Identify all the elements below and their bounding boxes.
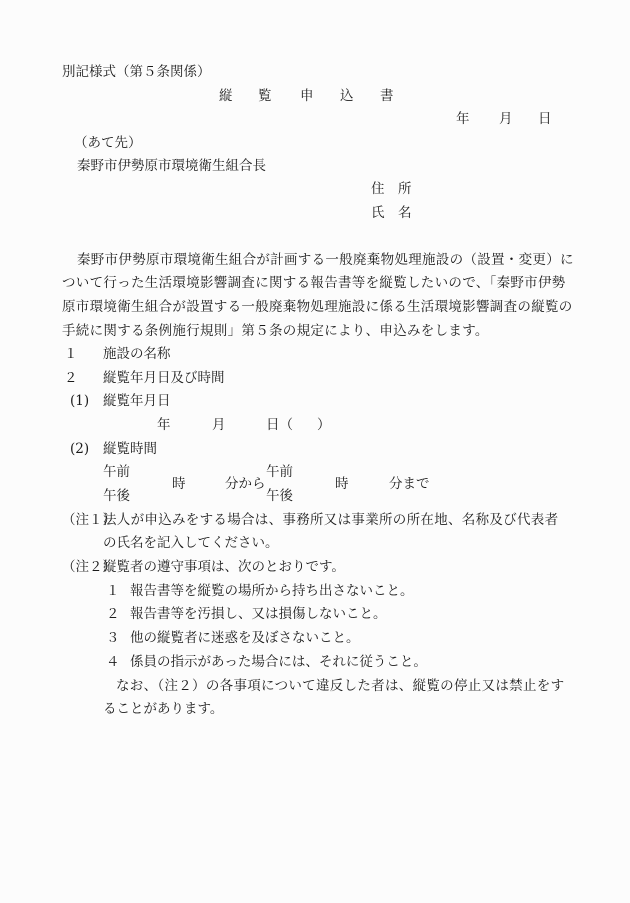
title-char: 申 <box>300 88 314 104</box>
am-option-end: 午前 <box>266 464 293 480</box>
note1-line: の氏名を記入してください。 <box>103 535 279 551</box>
addressee-label: （あて先） <box>74 135 142 151</box>
body-line: ついて行った生活環境影響調査に関する報告書等を縦覧したいので、「秦野市伊勢 <box>62 275 566 291</box>
name-label: 氏 名 <box>371 205 412 221</box>
month-field-label: 月 <box>212 417 226 433</box>
note2-text: 縦覧者の遵守事項は、次のとおりです。 <box>103 559 345 575</box>
hour-label: 時 <box>172 476 186 492</box>
rule-text: 他の縦覧者に迷惑を及ぼさないこと。 <box>130 630 360 646</box>
year-label: 年 <box>456 111 470 127</box>
title-char: 覧 <box>258 88 272 104</box>
hour-label-end: 時 <box>335 476 349 492</box>
weekday-close: ） <box>317 417 331 433</box>
body-line: 手続に関する条例施行規則」第５条の規定により、申込みをします。 <box>62 323 489 339</box>
addressee: 秦野市伊勢原市環境衛生組合長 <box>77 158 266 174</box>
title-char: 込 <box>340 88 354 104</box>
body-line: 原市環境衛生組合が設置する一般廃棄物処理施設に係る生活環境影響調査の縦覧の <box>62 299 573 315</box>
note1-line: 法人が申込みをする場合は、事務所又は事業所の所在地、名称及び代表者 <box>103 512 559 528</box>
year-field-label: 年 <box>157 417 171 433</box>
from-label: 分から <box>225 476 266 492</box>
sub2-label: 縦覧時間 <box>103 441 157 457</box>
day-label: 日 <box>538 111 552 127</box>
title-char: 縦 <box>219 88 233 104</box>
title-char: 書 <box>380 88 394 104</box>
rule-text: 報告書等を縦覧の場所から持ち出さないこと。 <box>130 583 414 599</box>
pm-option: 午後 <box>103 488 130 504</box>
item1-num: １ <box>64 346 78 362</box>
form-label: 別記様式（第５条関係） <box>62 64 211 80</box>
rule-num: ２ <box>106 606 120 622</box>
sub1-num: (1) <box>70 393 90 409</box>
rule-text: 係員の指示があった場合には、それに従うこと。 <box>130 654 427 670</box>
body-line: 秦野市伊勢原市環境衛生組合が計画する一般廃棄物処理施設の（設置・変更）に <box>77 252 574 268</box>
pm-option-end: 午後 <box>266 488 293 504</box>
month-label: 月 <box>499 111 513 127</box>
sub2-num: (2) <box>70 441 90 457</box>
day-field-label: 日（ <box>266 417 293 433</box>
note2-label: （注２） <box>62 559 116 575</box>
note2-footer: なお、（注２）の各事項について違反した者は、縦覧の停止又は禁止をす <box>116 678 565 694</box>
item2-num: ２ <box>64 370 78 386</box>
rule-text: 報告書等を汚損し、又は損傷しないこと。 <box>130 606 387 622</box>
item2-label: 縦覧年月日及び時間 <box>103 370 225 386</box>
sub1-label: 縦覧年月日 <box>103 393 171 409</box>
address-label: 住 所 <box>371 181 412 197</box>
note2-footer: ることがあります。 <box>103 701 224 717</box>
rule-num: ４ <box>106 654 120 670</box>
item1-label: 施設の名称 <box>103 346 171 362</box>
until-label: 分まで <box>389 476 430 492</box>
am-option: 午前 <box>103 464 130 480</box>
rule-num: ３ <box>106 630 120 646</box>
rule-num: １ <box>106 583 120 599</box>
note1-label: （注１） <box>62 512 116 528</box>
